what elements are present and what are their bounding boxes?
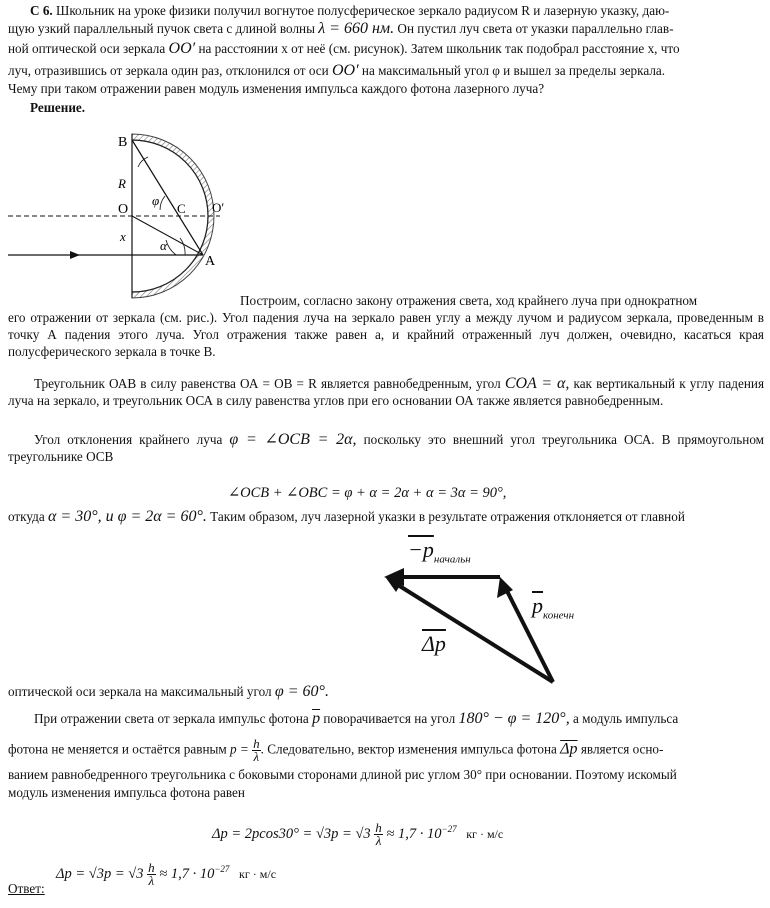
problem-line-5: Чему при таком отражении равен модуль изменения импульса каждого фотона лазерного луча? <box>8 81 545 96</box>
paragraph-3a: Угол отклонения крайнего луча <box>34 432 223 447</box>
final-formula-denominator: λ <box>375 833 382 848</box>
problem-text-3a: ной оптической оси зеркала <box>8 41 166 56</box>
radius-OA <box>132 216 203 255</box>
label-delta-p <box>422 632 446 656</box>
label-p-final <box>532 594 574 627</box>
angle-coa-formula: COA = α, <box>504 375 570 392</box>
wavelength-formula: λ = 660 нм. <box>318 20 395 37</box>
paragraph-1-first: Построим, согласно закону отражения света, ход крайнего луча при однократном <box>240 293 698 308</box>
label-B: B <box>118 135 128 150</box>
paragraph-2 <box>8 375 764 409</box>
angle-sum-formula: ∠OCB + ∠OBC = φ + α = 2α + α = 3α = 90°, <box>228 485 507 501</box>
alpha-phi-values: α = 30°, и φ = 2α = 60°. <box>48 508 207 525</box>
problem-label: С 6. <box>30 3 53 18</box>
problem-text-1: Школьник на уроке физики получил вогнутое полусферическое зеркало радиусом R и лазерную указку, даю- <box>56 3 670 18</box>
answer-units: кг · м/с <box>239 866 277 881</box>
paragraph-8: ванием равнобедренного треугольника с боковыми сторонами длиной рис углом 30° при основании. Поэтому искомый <box>8 767 677 782</box>
paragraph-7c: является осно- <box>580 741 664 757</box>
answer-fraction <box>147 862 156 887</box>
answer-lhs: Δp = √3p = √3 <box>56 865 144 882</box>
label-alpha: α <box>160 238 167 253</box>
paragraph-6a: При отражении света от зеркала импульс фотона <box>34 711 309 726</box>
label-C: C <box>177 201 186 216</box>
label-O: O <box>118 202 129 217</box>
paragraph-7 <box>8 738 663 763</box>
label-p-initial-main: −p <box>408 537 434 562</box>
label-delta-p-main: $\overline{\Delta p}$ <box>422 631 446 656</box>
answer-label: Ответ: <box>8 881 45 896</box>
problem-line-2 <box>8 20 673 37</box>
paragraph-1-rest: его отражении от зеркала (см. рис.). Угол падения луча на зеркало равен углу а между лучом и радиусом зеркала, проведенным в точку А падения этого луча. Угол отражения также равен а, и крайний отраженный луч должен, очевидно, касаться края полусферического зеркала в точке В. <box>8 310 764 359</box>
problem-text-4a: луч, отразившись от зеркала один раз, отклонился от оси <box>8 63 329 78</box>
label-Oprime: O′ <box>212 200 225 215</box>
label-p-final-sub: конечн <box>543 609 575 622</box>
axis-symbol-1: OO′ <box>168 40 196 57</box>
problem-text-2b: Он пустил луч света от указки параллельно глав- <box>397 21 674 36</box>
axis-symbol-2: OO′ <box>331 62 359 79</box>
final-formula-rhs: ≈ 1,7 · 10 <box>386 825 442 842</box>
final-formula-exponent: −27 <box>441 824 457 834</box>
momentum-lhs: p = <box>230 741 249 757</box>
paragraph-6b: поворачивается на угол <box>323 711 456 726</box>
label-p-initial-sub: начальн <box>433 553 471 566</box>
reflected-ray <box>132 140 203 255</box>
paragraph-5 <box>8 683 329 700</box>
paragraph-7b: . Следовательно, вектор изменения импульса фотона <box>260 741 557 757</box>
paragraph-4a: откуда <box>8 509 45 524</box>
paragraph-9: модуль изменения импульса фотона равен <box>8 785 245 800</box>
rotation-angle-formula: 180° − φ = 120°, <box>458 710 570 727</box>
answer-rhs: ≈ 1,7 · 10 <box>159 865 215 882</box>
paragraph-2a: Треугольник ОАВ в силу равенства ОА = ОВ = R является равнобедренным, угол <box>34 376 501 391</box>
solution-heading: Решение. <box>30 100 86 115</box>
paragraph-7a: фотона не меняется и остаётся равным <box>8 741 227 757</box>
problem-text-4b: на максимальный угол φ и вышел за пределы зеркала. <box>361 63 666 78</box>
label-A: A <box>205 254 216 269</box>
paragraph-4 <box>8 508 685 525</box>
phi-60-formula: φ = 60°. <box>274 683 329 700</box>
final-formula-numerator: h <box>375 820 382 835</box>
answer-numerator: h <box>148 860 155 875</box>
final-formula-lhs: Δp = 2pcos30° = √3p = √3 <box>212 825 371 842</box>
label-R: R <box>118 176 126 191</box>
vector-p: $\overline{p}$ <box>312 710 321 727</box>
label-p-final-main: $\overline{p}$ <box>532 593 543 618</box>
answer-denominator: λ <box>148 873 155 888</box>
momentum-numerator: h <box>253 736 260 751</box>
label-phi: φ <box>152 193 160 208</box>
label-x: x <box>120 229 126 244</box>
paragraph-3b: поскольку это внешний угол треугольника ОСА. В прямоугольном треугольнике ОСВ <box>8 432 765 464</box>
label-p-initial <box>408 538 471 571</box>
mirror-diagram <box>0 120 240 300</box>
answer-formula <box>56 862 276 887</box>
final-formula-units: кг · м/с <box>466 826 504 841</box>
vector-delta-p: $\overline{\Delta p}$ <box>560 740 578 758</box>
problem-line-1 <box>30 2 669 19</box>
momentum-fraction <box>252 738 261 763</box>
problem-text-2a: щую узкий параллельный пучок света с длиной волны <box>8 21 315 36</box>
paragraph-3 <box>8 431 764 465</box>
final-formula <box>212 822 503 847</box>
paragraph-6c: а модуль импульса <box>573 711 679 726</box>
paragraph-4b: Таким образом, луч лазерной указки в результате отражения отклоняется от главной <box>210 509 685 524</box>
problem-line-4 <box>8 62 665 79</box>
paragraph-2b: как вертикальный к углу падения луча на зеркало, и треугольник ОСА в силу равенства углов при его основании ОА также является равнобедренным. <box>8 376 765 408</box>
phi-formula: φ = ∠OCB = 2α, <box>229 431 357 448</box>
paragraph-5a: оптической оси зеркала на максимальный угол <box>8 684 272 699</box>
problem-line-3 <box>8 40 680 57</box>
momentum-denominator: λ <box>253 749 260 764</box>
paragraph-6 <box>34 710 678 727</box>
final-formula-fraction <box>374 822 383 847</box>
problem-text-3b: на расстоянии x от неё (см. рисунок). Затем школьник так подобрал расстояние x, что <box>198 41 680 56</box>
answer-exponent: −27 <box>214 864 230 874</box>
